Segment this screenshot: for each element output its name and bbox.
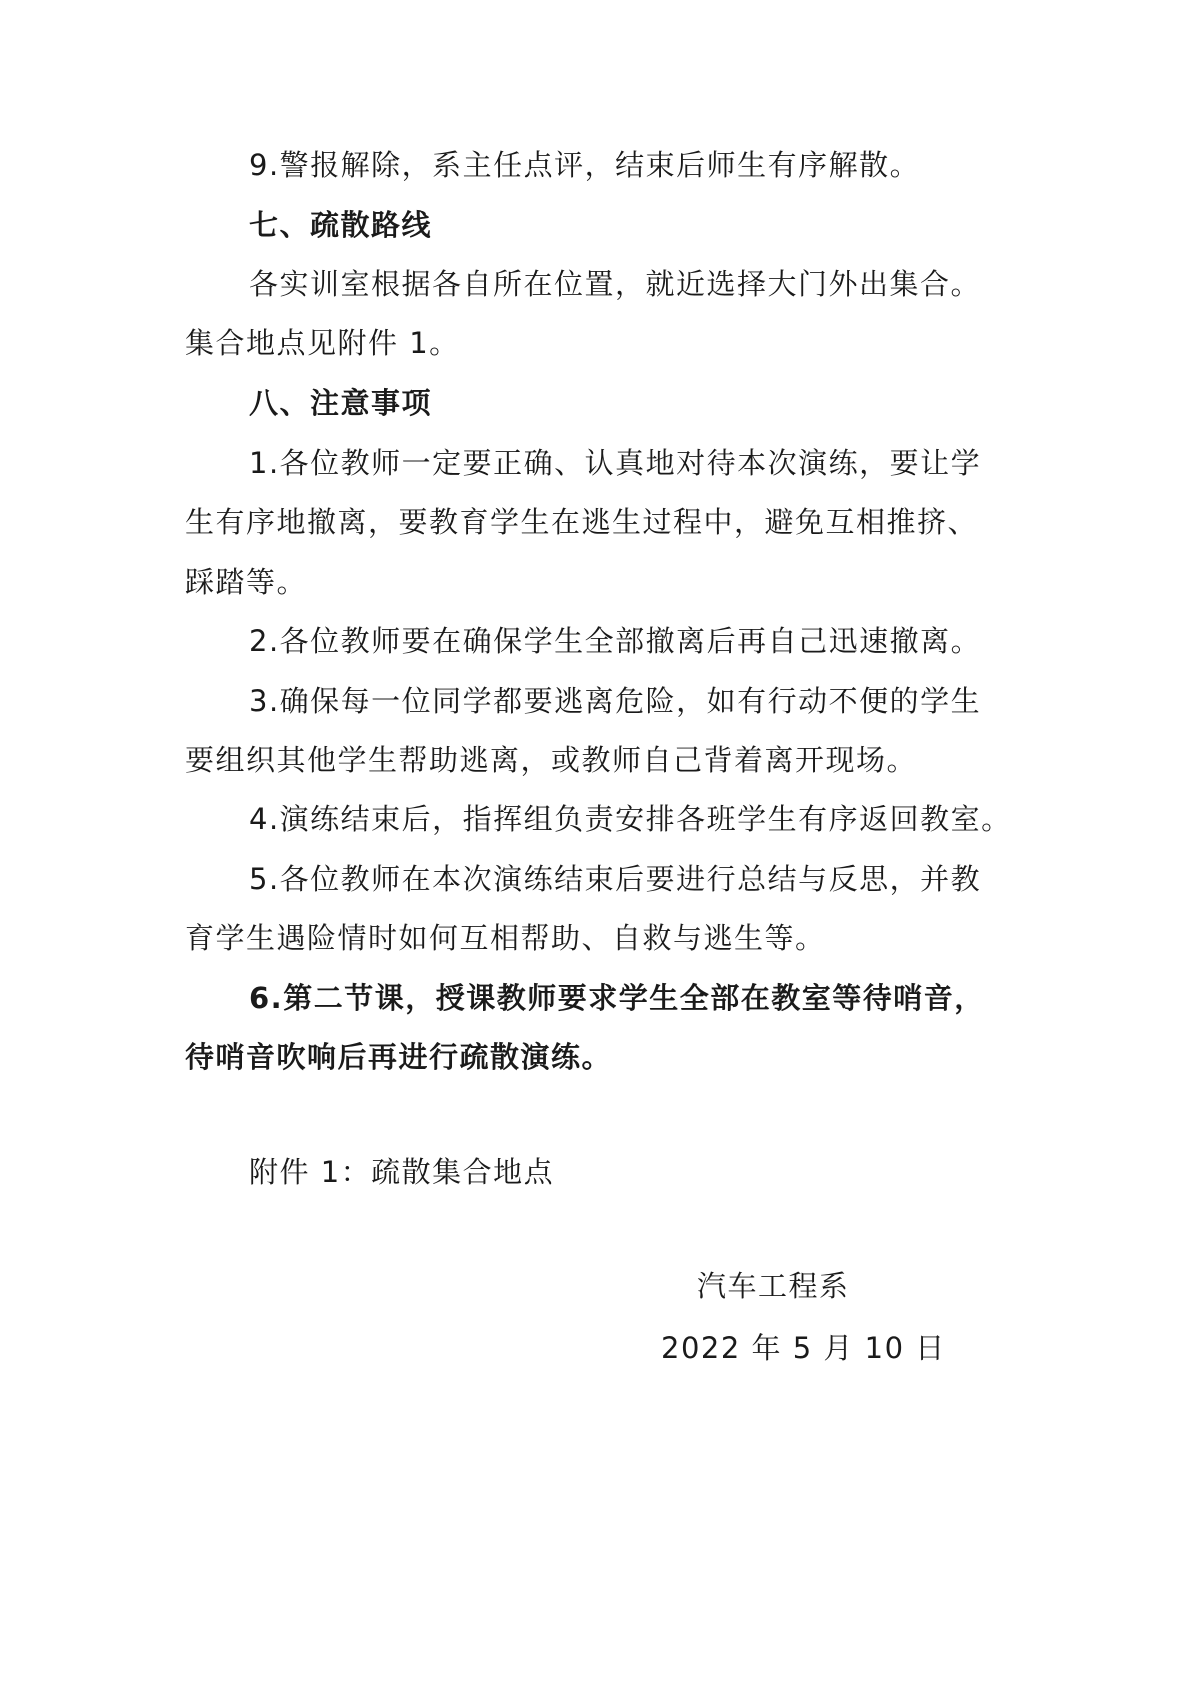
- note-5-line-1: 5.各位教师在本次演练结束后要进行总结与反思，并教: [249, 862, 982, 896]
- note-3-line-1: 3.确保每一位同学都要逃离危险，如有行动不便的学生: [249, 684, 982, 718]
- attachment-reference: 附件 1：疏散集合地点: [249, 1155, 555, 1189]
- route-paragraph-line-2: 集合地点见附件 1。: [185, 326, 460, 360]
- section-7-heading: 七、疏散路线: [249, 208, 433, 242]
- note-3-line-2: 要组织其他学生帮助逃离，或教师自己背着离开现场。: [185, 743, 918, 777]
- section-8-heading: 八、注意事项: [249, 386, 433, 420]
- note-1-line-1: 1.各位教师一定要正确、认真地对待本次演练，要让学: [249, 446, 982, 480]
- note-5-line-2: 育学生遇险情时如何互相帮助、自救与逃生等。: [185, 921, 826, 955]
- note-1-line-3: 踩踏等。: [185, 565, 308, 599]
- step-9-paragraph: 9.警报解除，系主任点评，结束后师生有序解散。: [249, 148, 921, 182]
- note-6-line-1: 6.第二节课，授课教师要求学生全部在教室等待哨音，: [249, 981, 985, 1015]
- note-2-paragraph: 2.各位教师要在确保学生全部撤离后再自己迅速撤离。: [249, 624, 982, 658]
- signature-department: 汽车工程系: [697, 1269, 850, 1303]
- note-4-paragraph: 4.演练结束后，指挥组负责安排各班学生有序返回教室。: [249, 802, 1012, 836]
- note-1-line-2: 生有序地撤离，要教育学生在逃生过程中，避免互相推挤、: [185, 505, 979, 539]
- signature-date: 2022 年 5 月 10 日: [661, 1331, 946, 1365]
- note-6-line-2: 待哨音吹响后再进行疏散演练。: [185, 1040, 613, 1074]
- route-paragraph-line-1: 各实训室根据各自所在位置，就近选择大门外出集合。: [249, 267, 982, 301]
